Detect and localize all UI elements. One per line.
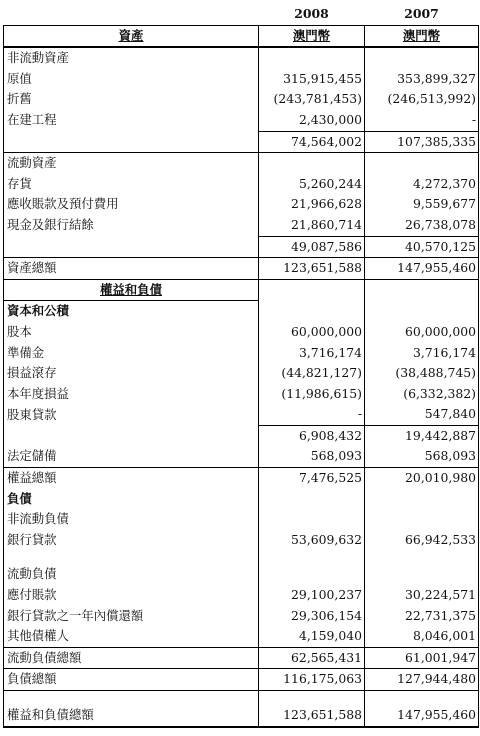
subtotal-2007: 107,385,335	[365, 131, 479, 153]
row-label: 損益滾存	[4, 363, 259, 384]
year-row	[4, 4, 479, 25]
value-2008: 21,860,714	[259, 215, 365, 236]
value-2008: 60,000,000	[259, 322, 365, 343]
value-2008: -	[259, 404, 365, 425]
row-label: 本年度損益	[4, 384, 259, 405]
row-label: 折舊	[4, 89, 259, 110]
row-label: 流動負債總額	[4, 647, 259, 669]
row-label: 股東貸款	[4, 404, 259, 425]
subtotal-2008: 49,087,586	[259, 236, 365, 258]
value-2007: 147,955,460	[365, 705, 479, 727]
subtotal-row	[4, 425, 479, 446]
value-2008: 123,651,588	[259, 258, 365, 280]
section-row	[4, 47, 479, 69]
value-2007: 3,716,174	[365, 343, 479, 364]
spacer-row	[4, 691, 479, 706]
value-2008: 29,100,237	[259, 585, 365, 606]
section-row	[4, 489, 479, 510]
table-row	[4, 174, 479, 195]
subtotal-row	[4, 131, 479, 153]
table-row	[4, 322, 479, 343]
total-row	[4, 468, 479, 489]
value-2007: 61,001,947	[365, 647, 479, 669]
value-2007: 66,942,533	[365, 530, 479, 551]
row-label: 應收賬款及預付費用	[4, 194, 259, 215]
current-assets-title: 流動資產	[4, 153, 259, 174]
row-label: 銀行貸款	[4, 530, 259, 551]
section-row	[4, 153, 479, 174]
table-row	[4, 343, 479, 364]
value-2008: 53,609,632	[259, 530, 365, 551]
value-2008: 62,565,431	[259, 647, 365, 669]
value-2007: (246,513,992)	[365, 89, 479, 110]
row-label: 其他債權人	[4, 626, 259, 647]
value-2007: 4,272,370	[365, 174, 479, 195]
table-row	[4, 585, 479, 606]
value-2007: -	[365, 110, 479, 131]
value-2007: 60,000,000	[365, 322, 479, 343]
row-label: 現金及銀行結餘	[4, 215, 259, 236]
subtotal-2007: 40,570,125	[365, 236, 479, 258]
liabilities-title: 負債	[4, 489, 259, 510]
value-2007: 147,955,460	[365, 258, 479, 280]
row-label: 資產總額	[4, 258, 259, 280]
row-label: 負債總額	[4, 669, 259, 691]
value-2008: 3,716,174	[259, 343, 365, 364]
table-row	[4, 404, 479, 425]
section-row	[4, 509, 479, 530]
currency-row	[4, 25, 479, 47]
balance-sheet-table	[3, 4, 479, 728]
table-row	[4, 530, 479, 551]
table-row	[4, 606, 479, 627]
value-2007: 127,944,480	[365, 669, 479, 691]
value-2007: 26,738,078	[365, 215, 479, 236]
value-2007: 568,093	[365, 446, 479, 467]
row-label: 股本	[4, 322, 259, 343]
row-label: 準備金	[4, 343, 259, 364]
value-2008: 29,306,154	[259, 606, 365, 627]
subtotal-row	[4, 647, 479, 669]
row-label: 權益和負債總額	[4, 705, 259, 727]
subtotal-2008: 6,908,432	[259, 425, 365, 446]
section-row	[4, 564, 479, 585]
value-2008: 5,260,244	[259, 174, 365, 195]
value-2007: 353,899,327	[365, 69, 479, 90]
assets-title: 資產	[4, 25, 259, 47]
row-label: 銀行貸款之一年內償還額	[4, 606, 259, 627]
row-label: 權益總額	[4, 468, 259, 489]
current-liabilities-title: 流動負債	[4, 564, 259, 585]
noncurrent-assets-title: 非流動資產	[4, 47, 259, 69]
row-label: 存貨	[4, 174, 259, 195]
row-label: 原值	[4, 69, 259, 90]
table-row	[4, 69, 479, 90]
subtotal-row	[4, 236, 479, 258]
value-2007: 30,224,571	[365, 585, 479, 606]
value-2007: 547,840	[365, 404, 479, 425]
value-2007: (6,332,382)	[365, 384, 479, 405]
value-2007: 9,559,677	[365, 194, 479, 215]
table-row	[4, 363, 479, 384]
table-row	[4, 384, 479, 405]
subtotal-2007: 19,442,887	[365, 425, 479, 446]
value-2008: (243,781,453)	[259, 89, 365, 110]
value-2008: 116,175,063	[259, 669, 365, 691]
value-2007: (38,488,745)	[365, 363, 479, 384]
table-row	[4, 215, 479, 236]
value-2007: 22,731,375	[365, 606, 479, 627]
grand-total-row	[4, 705, 479, 727]
row-label: 法定儲備	[4, 446, 259, 467]
section-row	[4, 301, 479, 322]
value-2008: 123,651,588	[259, 705, 365, 727]
year-2008-header: 2008	[294, 6, 329, 21]
subtotal-2008: 74,564,002	[259, 131, 365, 153]
value-2008: 21,966,628	[259, 194, 365, 215]
value-2007: 20,010,980	[365, 468, 479, 489]
row-label: 應付賬款	[4, 585, 259, 606]
value-2008: 2,430,000	[259, 110, 365, 131]
value-2008: 7,476,525	[259, 468, 365, 489]
value-2008: 4,159,040	[259, 626, 365, 647]
section-header-row	[4, 279, 479, 301]
table-row	[4, 194, 479, 215]
table-row	[4, 446, 479, 467]
table-row	[4, 626, 479, 647]
value-2008: 315,915,455	[259, 69, 365, 90]
noncurrent-liabilities-title: 非流動負債	[4, 509, 259, 530]
equity-liabilities-title: 權益和負債	[4, 279, 259, 301]
currency-2008: 澳門幣	[259, 25, 365, 47]
year-2007-header: 2007	[404, 6, 439, 21]
row-label: 在建工程	[4, 110, 259, 131]
value-2008: (44,821,127)	[259, 363, 365, 384]
value-2008: (11,986,615)	[259, 384, 365, 405]
value-2007: 8,046,001	[365, 626, 479, 647]
value-2008: 568,093	[259, 446, 365, 467]
currency-2007: 澳門幣	[365, 25, 479, 47]
table-row	[4, 110, 479, 131]
spacer-row	[4, 550, 479, 564]
total-row	[4, 258, 479, 280]
total-row	[4, 669, 479, 691]
table-row	[4, 89, 479, 110]
capital-title: 資本和公積	[4, 301, 259, 322]
